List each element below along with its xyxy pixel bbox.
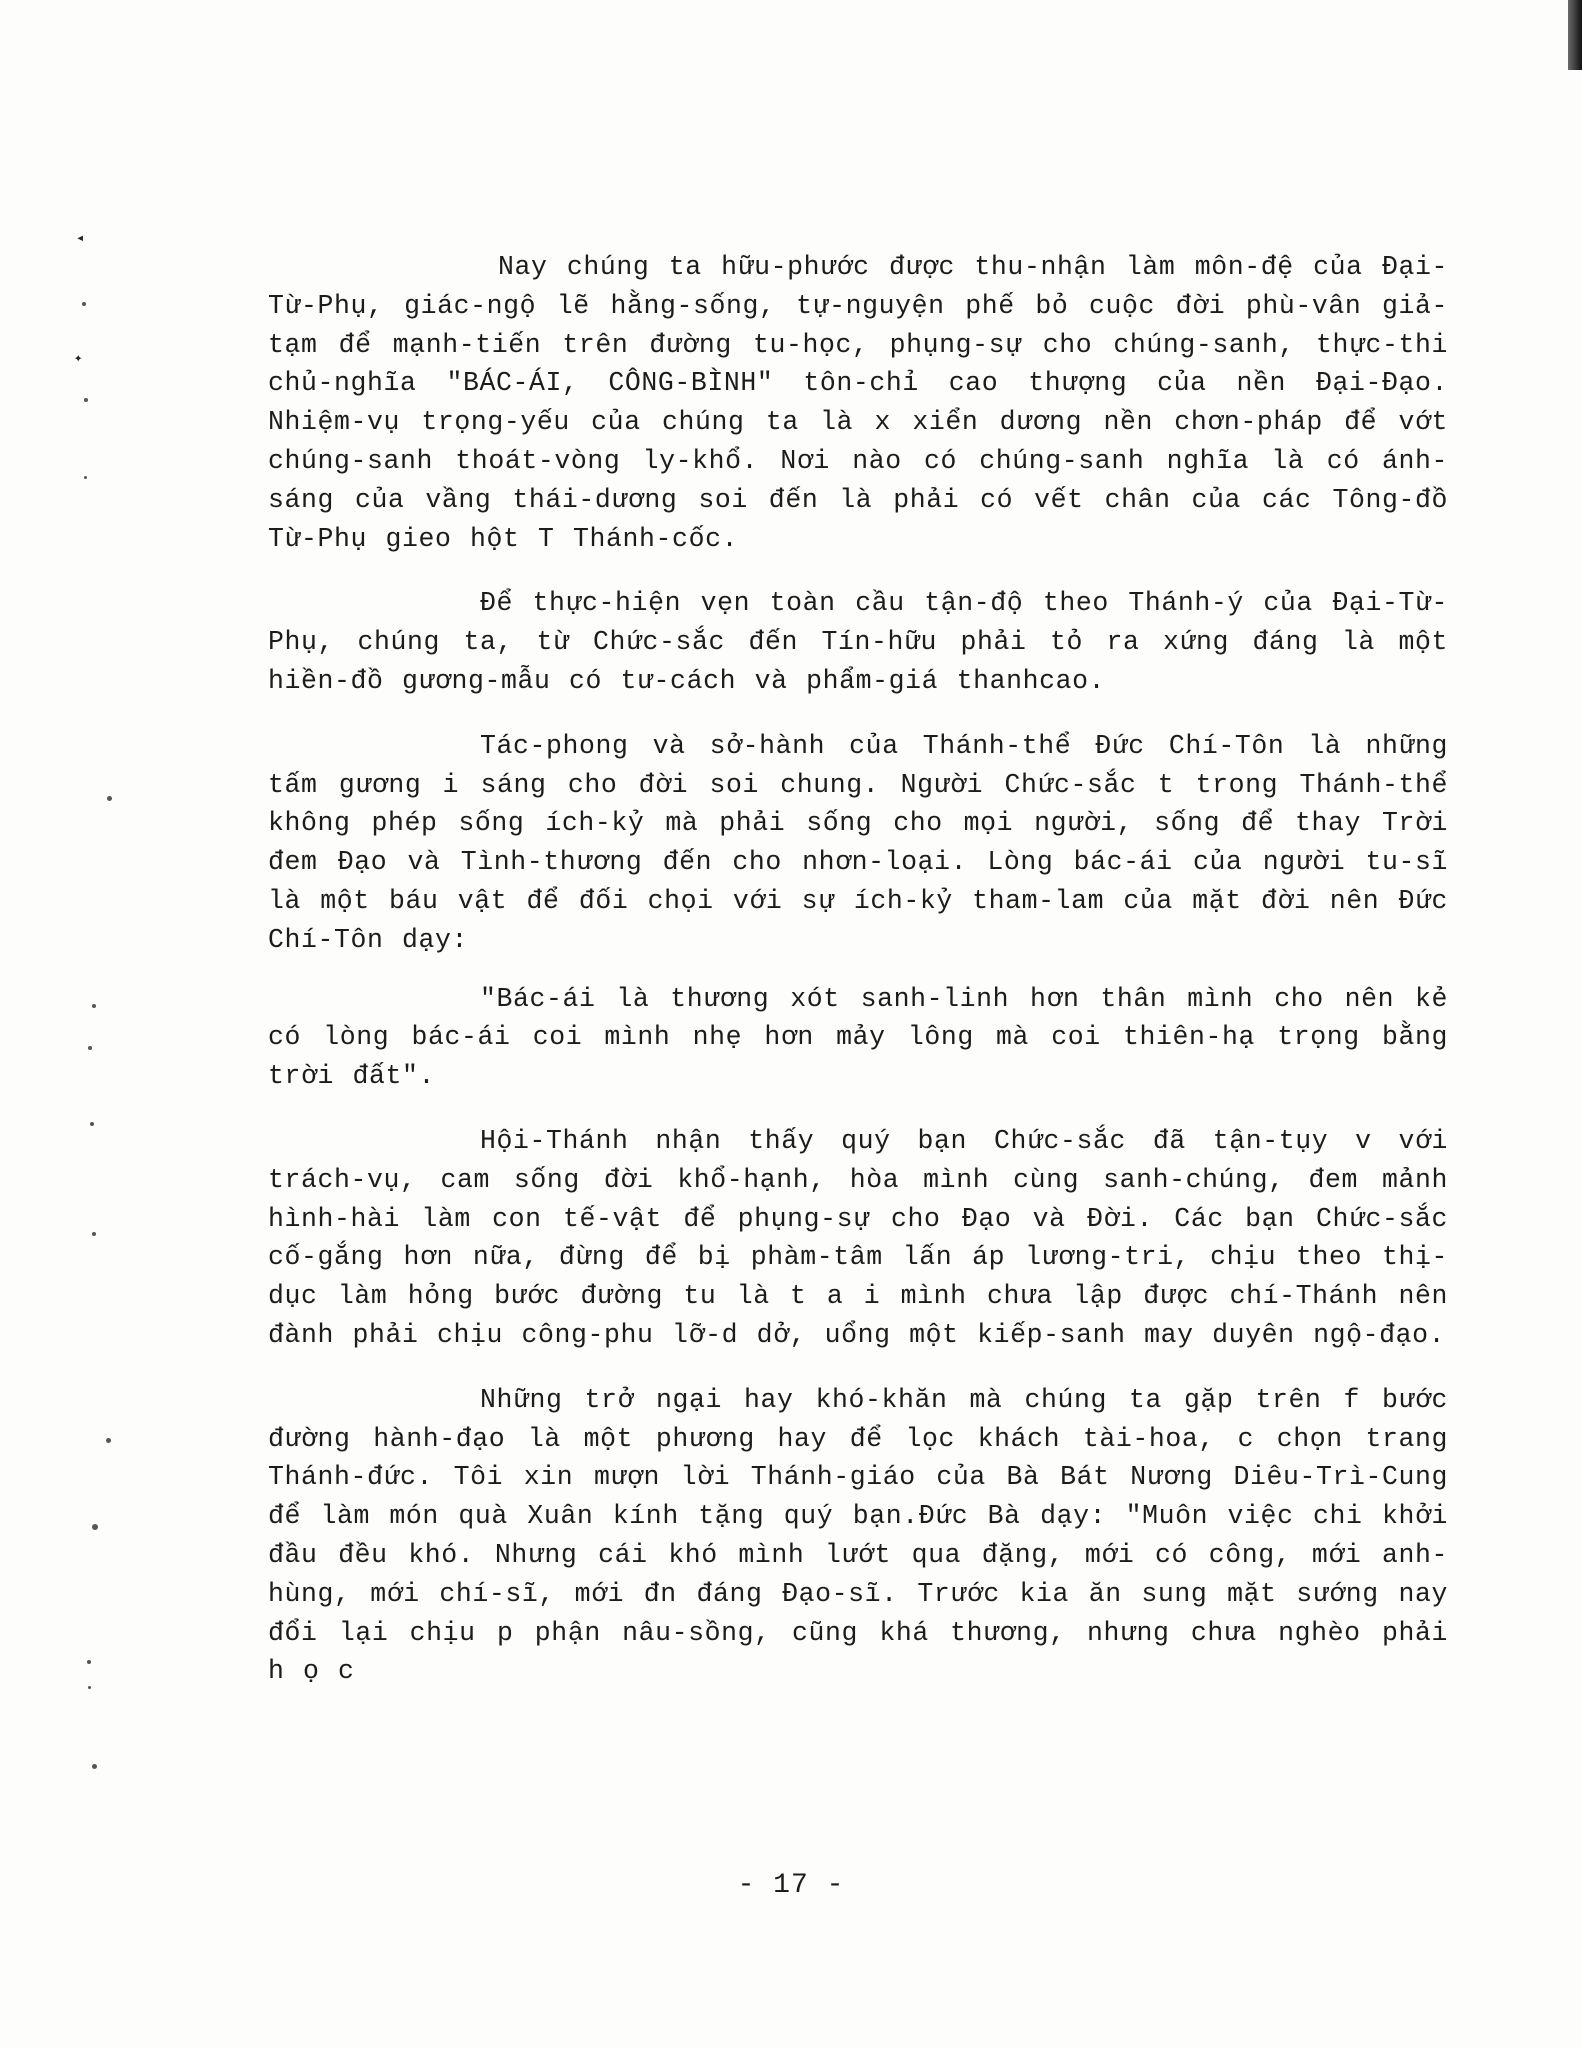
- margin-speck: [88, 1686, 91, 1689]
- margin-speck: [92, 1764, 97, 1769]
- margin-speck: [84, 398, 88, 402]
- margin-speck: [90, 1122, 94, 1126]
- margin-mark: ✦: [74, 351, 83, 367]
- margin-speck: [88, 1046, 92, 1050]
- margin-speck: [82, 302, 86, 306]
- margin-speck: [106, 1438, 111, 1443]
- quote-paragraph: "Bác-ái là thương xót sanh-linh hơn thân mình cho nên kẻ có lòng bác-ái coi mình nhẹ hơn mảy lông mà coi thiên-hạ trọng bằng trời đất".: [268, 983, 1448, 1092]
- margin-speck: [107, 796, 112, 801]
- margin-mark: ◂: [76, 231, 85, 247]
- scan-edge-shadow: [1568, 0, 1582, 70]
- body-text: [268, 248, 1448, 1691]
- paragraph: Nay chúng ta hữu-phước được thu-nhận làm môn-đệ của Đại-Từ-Phụ, giác-ngộ lẽ hằng-sống, tự-nguyện phế bỏ cuộc đời phù-vân giả-tạm để mạnh-tiến trên đường tu-học, phụng-sự cho chúng-sanh, thực-thi chủ-nghĩa "BÁC-ÁI, CÔNG-BÌNH" tôn-chỉ cao thượng của nền Đại-Đạo. Nhiệm-vụ trọng-yếu của chúng ta là x xiển dương nền chơn-pháp để vớt chúng-sanh thoát-vòng ly-khổ. Nơi nào có chúng-sanh nghĩa là có ánh-sáng của vầng thái-dương soi đến là phải có vết chân của các Tông-đồ Từ-Phụ gieo hột T Thánh-cốc.: [268, 252, 1448, 554]
- margin-speck: [92, 1524, 98, 1530]
- paragraph: Để thực-hiện vẹn toàn cầu tận-độ theo Thánh-ý của Đại-Từ-Phụ, chúng ta, từ Chức-sắc đến Tín-hữu phải tỏ ra xứng đáng là một hiền-đồ gương-mẫu có tư-cách và phẩm-giá thanhcao.: [268, 588, 1448, 696]
- margin-speck: [92, 1004, 96, 1008]
- page-number: - 17 -: [737, 1870, 845, 1901]
- margin-speck: [92, 1232, 96, 1236]
- paragraph: Tác-phong và sở-hành của Thánh-thể Đức Chí-Tôn là những tấm gương i sáng cho đời soi chung. Người Chức-sắc t trong Thánh-thể không phép sống ích-kỷ mà phải sống cho mọi người, sống để thay Trời đem Đạo và Tình-thương đến cho nhơn-loại. Lòng bác-ái của người tu-sĩ là một báu vật để đối chọi với sự ích-kỷ tham-lam của mặt đời nên Đức Chí-Tôn dạy:: [268, 730, 1448, 955]
- paragraph: Hội-Thánh nhận thấy quý bạn Chức-sắc đã tận-tụy v với trách-vụ, cam sống đời khổ-hạnh, hòa mình cùng sanh-chúng, đem mảnh hình-hài làm con tế-vật để phụng-sự cho Đạo và Đời. Các bạn Chức-sắc cố-gắng hơn nữa, đừng để bị phàm-tâm lấn áp lương-tri, chịu theo thị-dục làm hỏng bước đường tu là t a i mình chưa lập được chí-Thánh nên đành phải chịu công-phu lỡ-d dở, uổng một kiếp-sanh may duyên ngộ-đạo.: [268, 1125, 1448, 1350]
- margin-speck: [87, 1660, 91, 1664]
- paragraph: Những trở ngại hay khó-khăn mà chúng ta gặp trên f bước đường hành-đạo là một phương hay để lọc khách tài-hoa, c chọn trang Thánh-đức. Tôi xin mượn lời Thánh-giáo của Bà Bát Nương Diêu-Trì-Cung để làm món quà Xuân kính tặng quý bạn.Đức Bà dạy: "Muôn việc chi khởi đầu đều khó. Nhưng cái khó mình lướt qua đặng, mới có công, mới anh-hùng, mới chí-sĩ, mới đn đáng Đạo-sĩ. Trước kia ăn sung mặt sướng nay đổi lại chịu p phận nâu-sồng, cũng khá thương, nhưng chưa nghèo phải h ọ c: [268, 1384, 1448, 1687]
- margin-speck: [84, 476, 87, 479]
